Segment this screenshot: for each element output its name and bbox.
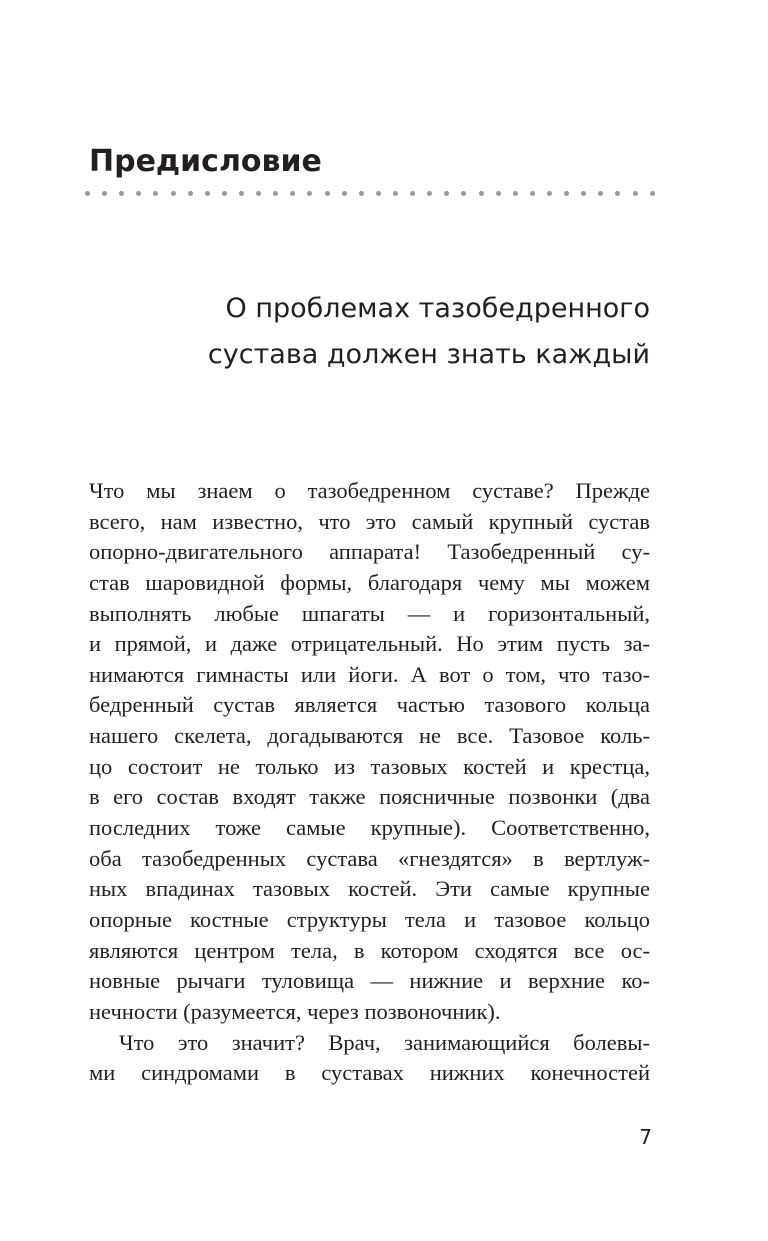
divider-dot xyxy=(598,191,603,196)
divider-dot xyxy=(393,191,398,196)
divider-dot xyxy=(650,191,655,196)
divider-dot xyxy=(273,191,278,196)
text-line: опорно-двигательного аппарата! Тазобедренный су- xyxy=(89,539,650,565)
divider-dot xyxy=(479,191,484,196)
text-line: Что мы знаем о тазобедренном суставе? Прежде xyxy=(89,478,650,503)
text-line: цо состоит не только из тазовых костей и крестца, xyxy=(89,753,650,779)
text-line: став шаровидной формы, благодаря чему мы можем xyxy=(89,569,650,595)
text-line: и прямой, и даже отрицательный. Но этим пусть за- xyxy=(89,631,650,657)
text-line: выполнять любые шпагаты — и горизонтальный, xyxy=(89,600,650,626)
text-line: являются центром тела, в котором сходятся все ос- xyxy=(89,937,650,963)
text-line: Что это значит? Врач, занимающийся болевы- xyxy=(119,1029,650,1055)
divider-dot xyxy=(102,191,107,196)
text-line: всего, нам известно, что это самый крупный сустав xyxy=(89,508,650,534)
text-line: нашего скелета, догадываются не все. Тазовое коль- xyxy=(89,723,650,749)
divider-dot xyxy=(325,191,330,196)
divider-dot xyxy=(222,191,227,196)
text-line: ми синдромами в суставах нижних конечностей xyxy=(89,1060,650,1086)
divider-dot xyxy=(359,191,364,196)
divider-dot xyxy=(633,191,638,196)
divider-dot xyxy=(581,191,586,196)
text-line: оба тазобедренных сустава «гнездятся» в вертлуж- xyxy=(89,845,650,871)
divider-dot xyxy=(85,191,90,196)
divider-dot xyxy=(136,191,141,196)
text-line: ных впадинах тазовых костей. Эти самые крупные xyxy=(89,876,650,902)
divider-dot xyxy=(376,191,381,196)
dotted-divider xyxy=(85,188,655,198)
text-line: в его состав входят также поясничные позвонки (два xyxy=(89,784,650,810)
divider-dot xyxy=(290,191,295,196)
text-line: нечности (разумеется, через позвоночник). xyxy=(89,998,501,1024)
divider-dot xyxy=(410,191,415,196)
divider-dot xyxy=(205,191,210,196)
divider-dot xyxy=(496,191,501,196)
divider-dot xyxy=(342,191,347,196)
divider-dot xyxy=(564,191,569,196)
divider-dot xyxy=(256,191,261,196)
divider-dot xyxy=(239,191,244,196)
divider-dot xyxy=(307,191,312,196)
divider-dot xyxy=(530,191,535,196)
divider-dot xyxy=(119,191,124,196)
text-line: бедренный сустав является частью тазового кольца xyxy=(89,692,650,718)
divider-dot xyxy=(171,191,176,196)
subtitle-line: сустава должен знать каждый xyxy=(207,339,650,370)
body-text xyxy=(89,476,650,1089)
divider-dot xyxy=(461,191,466,196)
subtitle-line: О проблемах тазобедренного xyxy=(225,293,650,324)
divider-dot xyxy=(615,191,620,196)
divider-dot xyxy=(513,191,518,196)
divider-dot xyxy=(153,191,158,196)
text-line: последних тоже самые крупные). Соответственно, xyxy=(89,815,650,841)
divider-dot xyxy=(444,191,449,196)
text-line: новные рычаги туловища — нижние и верхние ко- xyxy=(89,968,650,994)
page-number: 7 xyxy=(639,1125,652,1149)
divider-dot xyxy=(547,191,552,196)
divider-dot xyxy=(427,191,432,196)
section-subtitle xyxy=(208,286,650,378)
chapter-title: Предисловие xyxy=(89,144,322,179)
text-line: нимаются гимнасты или йоги. А вот о том, что тазо- xyxy=(89,661,650,687)
text-line: опорные костные структуры тела и тазовое кольцо xyxy=(89,906,650,932)
divider-dot xyxy=(188,191,193,196)
